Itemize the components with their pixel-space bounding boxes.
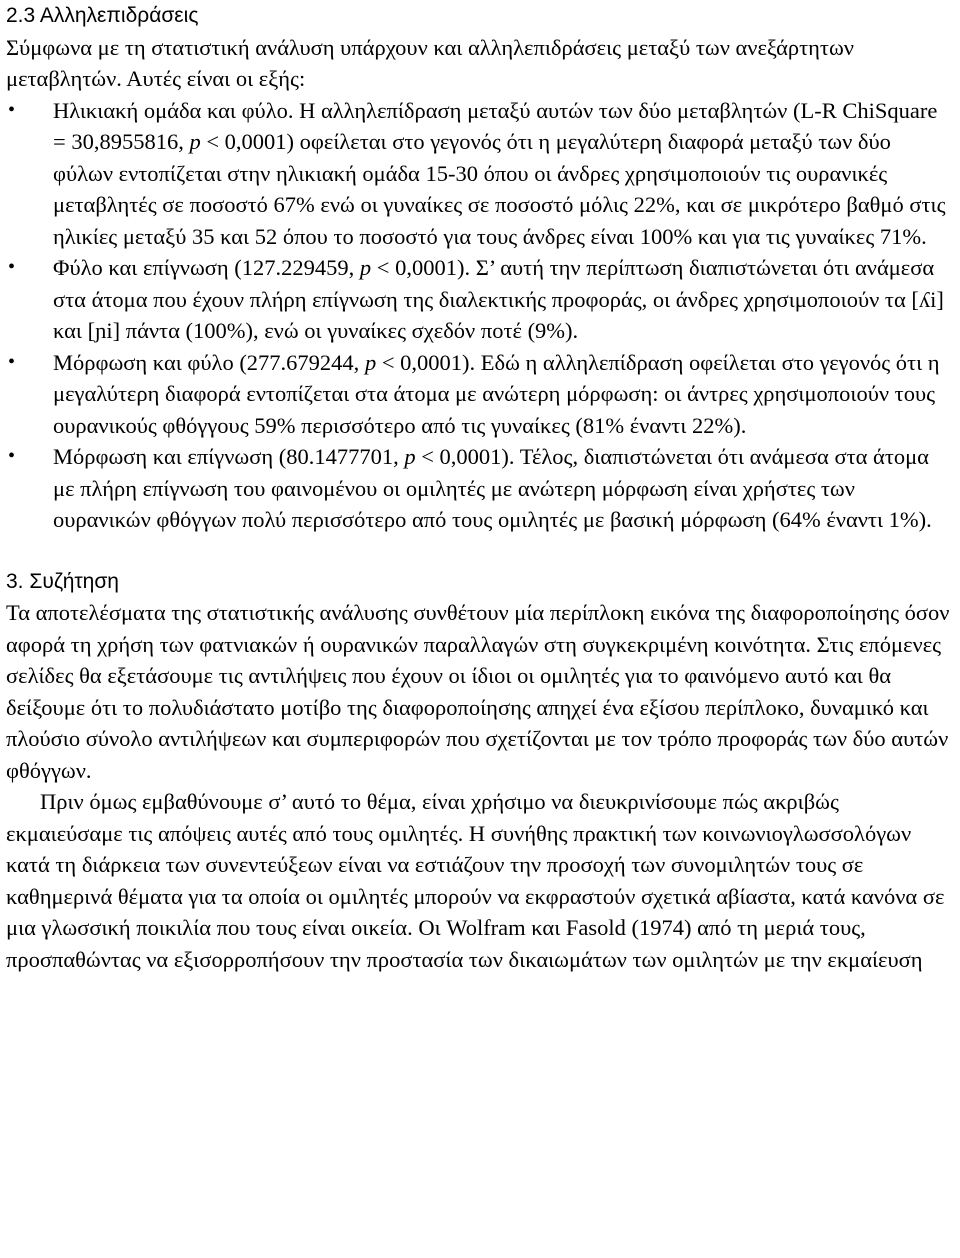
bullet-icon: • bbox=[8, 98, 16, 121]
discussion-paragraph-2: Πριν όμως εμβαθύνουμε σ’ αυτό το θέμα, είναι χρήσιμο να διευκρινίσουμε πώς ακριβώς εκμαιεύσαμε τις απόψεις αυτές από τους ομιλητές. Η συνήθης πρακτική των κοινωνιογλωσσολόγων κατά τη διάρκεια των συνεντεύξεων είναι να εστιάζουν την προσοχή των συνομιλητών τους σε καθημερινά θέματα για τα οποία οι ομιλητές μπορούν να εκφραστούν σχετικά αβίαστα, κατά κανόνα σε μια γλωσσική ποικιλία που τους είναι οικεία. Οι Wolfram και Fasold (1974) από τη μεριά τους, προσπαθώντας να εξισορροπήσουν την προστασία των δικαιωμάτων των ομιλητών με την εκμαίευση bbox=[6, 789, 945, 972]
item-text: < 0,0001). Τέλος, διαπιστώνεται ότι ανάμεσα στα άτομα με πλήρη επίγνωση του φαινομένου οι ομιλητές με ανώτερη μόρφωση είναι χρήστες των ουρανικών φθόγγων πολύ περισσότερο από τους ομιλητές με βασική μόρφωση (64% έναντι 1%). bbox=[53, 444, 932, 532]
section-heading-discussion: 3. Συζήτηση bbox=[6, 569, 119, 593]
interaction-item-education-awareness bbox=[6, 441, 954, 536]
item-text: < 0,0001). Σ’ αυτή την περίπτωση διαπιστώνεται ότι ανάμεσα στα άτομα που έχουν πλήρη επίγνωση της διαλεκτικής προφοράς, οι άνδρες χρησιμοποιούν τα [ʎi] και [ɲi] πάντα (100%), ενώ οι γυναίκες σχεδόν ποτέ (9%). bbox=[53, 255, 944, 343]
section-heading-interactions: 2.3 Αλληλεπιδράσεις bbox=[6, 4, 199, 27]
discussion-paragraph-1: Τα αποτελέσματα της στατιστικής ανάλυσης συνθέτουν μία περίπλοκη εικόνα της διαφοροποίησης όσον αφορά τη χρήση των φατνιακών ή ουρανικών παραλλαγών στη συγκεκριμένη κοινότητα. Στις επόμενες σελίδες θα εξετάσουμε τις αντιλήψεις που έχουν οι ίδιοι οι ομιλητές για το φαινόμενο αυτό και θα δείξουμε ότι το πολυδιάστατο μοτίβο της διαφοροποίησης απηχεί ένα εξίσου περίπλοκο, δυναμικό και πλούσιο σύνολο αντιλήψεων και συμπεριφορών που σχετίζονται με τον τρόπο προφοράς των δύο αυτών φθόγγων. bbox=[6, 600, 950, 783]
interaction-item-education-sex bbox=[6, 347, 954, 442]
bullet-icon: • bbox=[8, 445, 16, 467]
interaction-item-sex-awareness bbox=[6, 252, 954, 347]
p-value-symbol: p bbox=[359, 255, 372, 280]
document-page bbox=[6, 0, 954, 975]
interactions-list bbox=[6, 95, 954, 536]
item-lead: Μόρφωση και φύλο (277.679244, bbox=[53, 349, 365, 375]
interaction-item-age-sex bbox=[6, 95, 954, 253]
p-value-symbol: p bbox=[404, 444, 416, 469]
interactions-intro: Σύμφωνα με τη στατιστική ανάλυση υπάρχουν και αλληλεπιδράσεις μεταξύ των ανεξάρτητων μεταβλητών. Αυτές είναι οι εξής: bbox=[6, 34, 854, 91]
bullet-icon: • bbox=[8, 350, 16, 373]
item-lead: Μόρφωση και επίγνωση (80.1477701, bbox=[53, 444, 405, 469]
item-lead: Φύλο και επίγνωση (127.229459, bbox=[53, 255, 360, 280]
p-value-symbol: p bbox=[364, 349, 377, 375]
item-text: < 0,0001) οφείλεται στο γεγονός ότι η μεγαλύτερη διαφορά μεταξύ των δύο φύλων εντοπίζεται στην ηλικιακή ομάδα 15-30 όπου οι άνδρες χρησιμοποιούν τις ουρανικές μεταβλητές σε ποσοστό 67% ενώ οι γυναίκες σε ποσοστό μόλις 22%, και σε μικρότερο βαθμό στις ηλικίες μεταξύ 35 και 52 όπου το ποσοστό για τους άνδρες είναι 100% και για τις γυναίκες 71%. bbox=[53, 129, 946, 249]
item-lead: Ηλικιακή ομάδα και φύλο. Η αλληλεπίδραση μεταξύ αυτών των δύο μεταβλητών (L-R ChiSquare = 30,8955816, bbox=[53, 97, 938, 154]
item-text: < 0,0001). Εδώ η αλληλεπίδραση οφείλεται στο γεγονός ότι η μεγαλύτερη διαφορά εντοπίζεται στα άτομα με ανώτερη μόρφωση: οι άντρες χρησιμοποιούν τους ουρανικούς φθόγγους 59% περισσότερο από τις γυναίκες (81% έναντι 22%). bbox=[53, 349, 940, 438]
bullet-icon: • bbox=[8, 256, 16, 278]
p-value-symbol: p bbox=[189, 129, 201, 154]
section-spacer bbox=[6, 536, 954, 566]
